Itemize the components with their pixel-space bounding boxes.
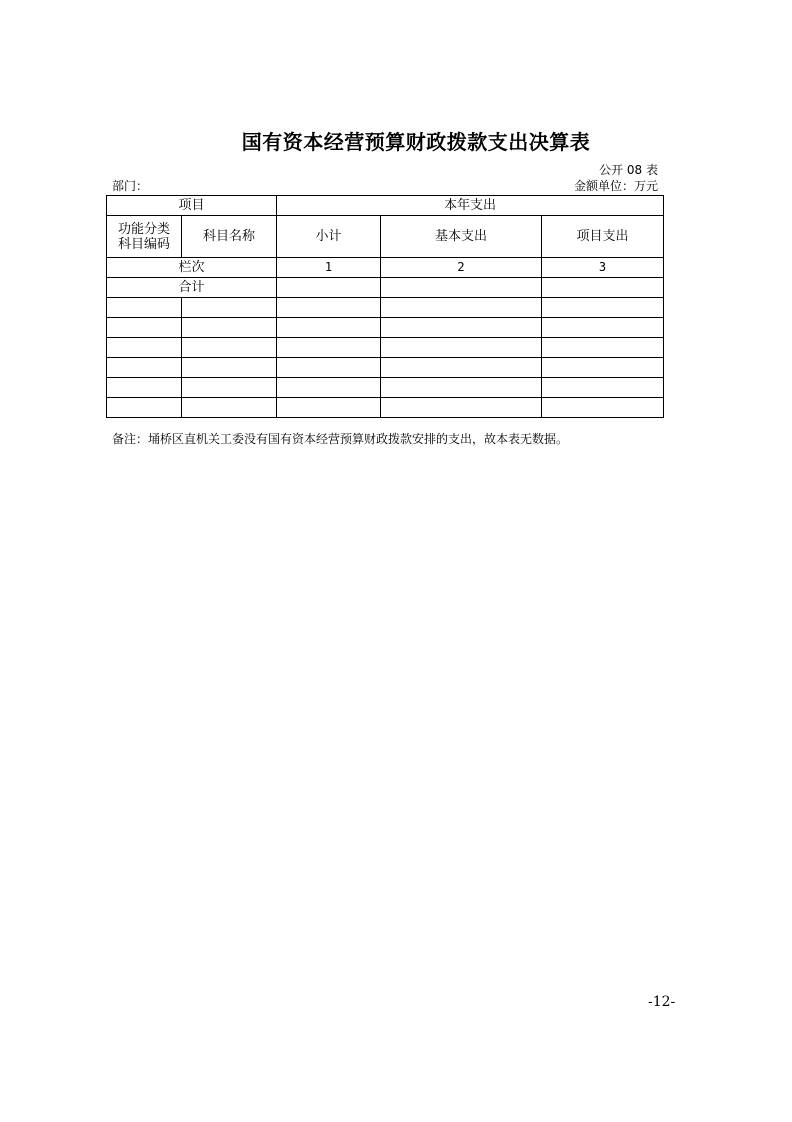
table-row xyxy=(107,298,664,318)
table-cell xyxy=(277,338,381,358)
header-func-code: 功能分类科目编码 xyxy=(107,216,182,258)
table-cell xyxy=(277,318,381,338)
page-number: -12- xyxy=(648,994,676,1010)
table-cell xyxy=(542,338,664,358)
table-cell xyxy=(107,398,182,418)
table-cell xyxy=(381,378,542,398)
table-cell xyxy=(182,298,277,318)
header-item: 项目 xyxy=(107,196,277,216)
table-row xyxy=(107,398,664,418)
header-row-1 xyxy=(107,196,664,216)
table-cell xyxy=(542,398,664,418)
table-cell xyxy=(182,378,277,398)
table-cell xyxy=(182,358,277,378)
total-subtotal-cell xyxy=(277,278,381,298)
total-basic-cell xyxy=(381,278,542,298)
column-index-3: 3 xyxy=(542,258,664,278)
table-cell xyxy=(277,398,381,418)
table-cell xyxy=(182,318,277,338)
header-row-2 xyxy=(107,216,664,258)
header-subject-name: 科目名称 xyxy=(182,216,277,258)
page-title: 国有资本经营预算财政拨款支出决算表 xyxy=(241,130,591,154)
table-row xyxy=(107,358,664,378)
table-cell xyxy=(381,398,542,418)
table-cell xyxy=(182,398,277,418)
column-index-row xyxy=(107,258,664,278)
footnote: 备注：埇桥区直机关工委没有国有资本经营预算财政拨款安排的支出，故本表无数据。 xyxy=(112,432,569,446)
total-label: 合计 xyxy=(107,278,277,298)
total-row xyxy=(107,278,664,298)
table-cell xyxy=(542,298,664,318)
table-cell xyxy=(107,358,182,378)
table-cell xyxy=(542,378,664,398)
column-index-1: 1 xyxy=(277,258,381,278)
table-cell xyxy=(542,358,664,378)
table-cell xyxy=(107,338,182,358)
table-cell xyxy=(381,338,542,358)
table-cell xyxy=(381,298,542,318)
header-basic-expense: 基本支出 xyxy=(381,216,542,258)
table-cell xyxy=(107,298,182,318)
header-current-year-expense: 本年支出 xyxy=(277,196,664,216)
table-cell xyxy=(277,358,381,378)
total-project-cell xyxy=(542,278,664,298)
table-cell xyxy=(542,318,664,338)
table-row xyxy=(107,338,664,358)
table-cell xyxy=(277,378,381,398)
header-subtotal: 小计 xyxy=(277,216,381,258)
header-project-expense: 项目支出 xyxy=(542,216,664,258)
table-cell xyxy=(381,318,542,338)
table-cell xyxy=(107,318,182,338)
expense-table xyxy=(106,195,664,418)
table-cell xyxy=(107,378,182,398)
department-label: 部门： xyxy=(112,179,149,193)
table-row xyxy=(107,378,664,398)
table-cell xyxy=(182,338,277,358)
table-number: 公开 08 表 xyxy=(599,163,658,177)
column-index-label: 栏次 xyxy=(107,258,277,278)
table-cell xyxy=(277,298,381,318)
table-cell xyxy=(381,358,542,378)
amount-unit-label: 金额单位：万元 xyxy=(573,179,658,193)
column-index-2: 2 xyxy=(381,258,542,278)
table-row xyxy=(107,318,664,338)
